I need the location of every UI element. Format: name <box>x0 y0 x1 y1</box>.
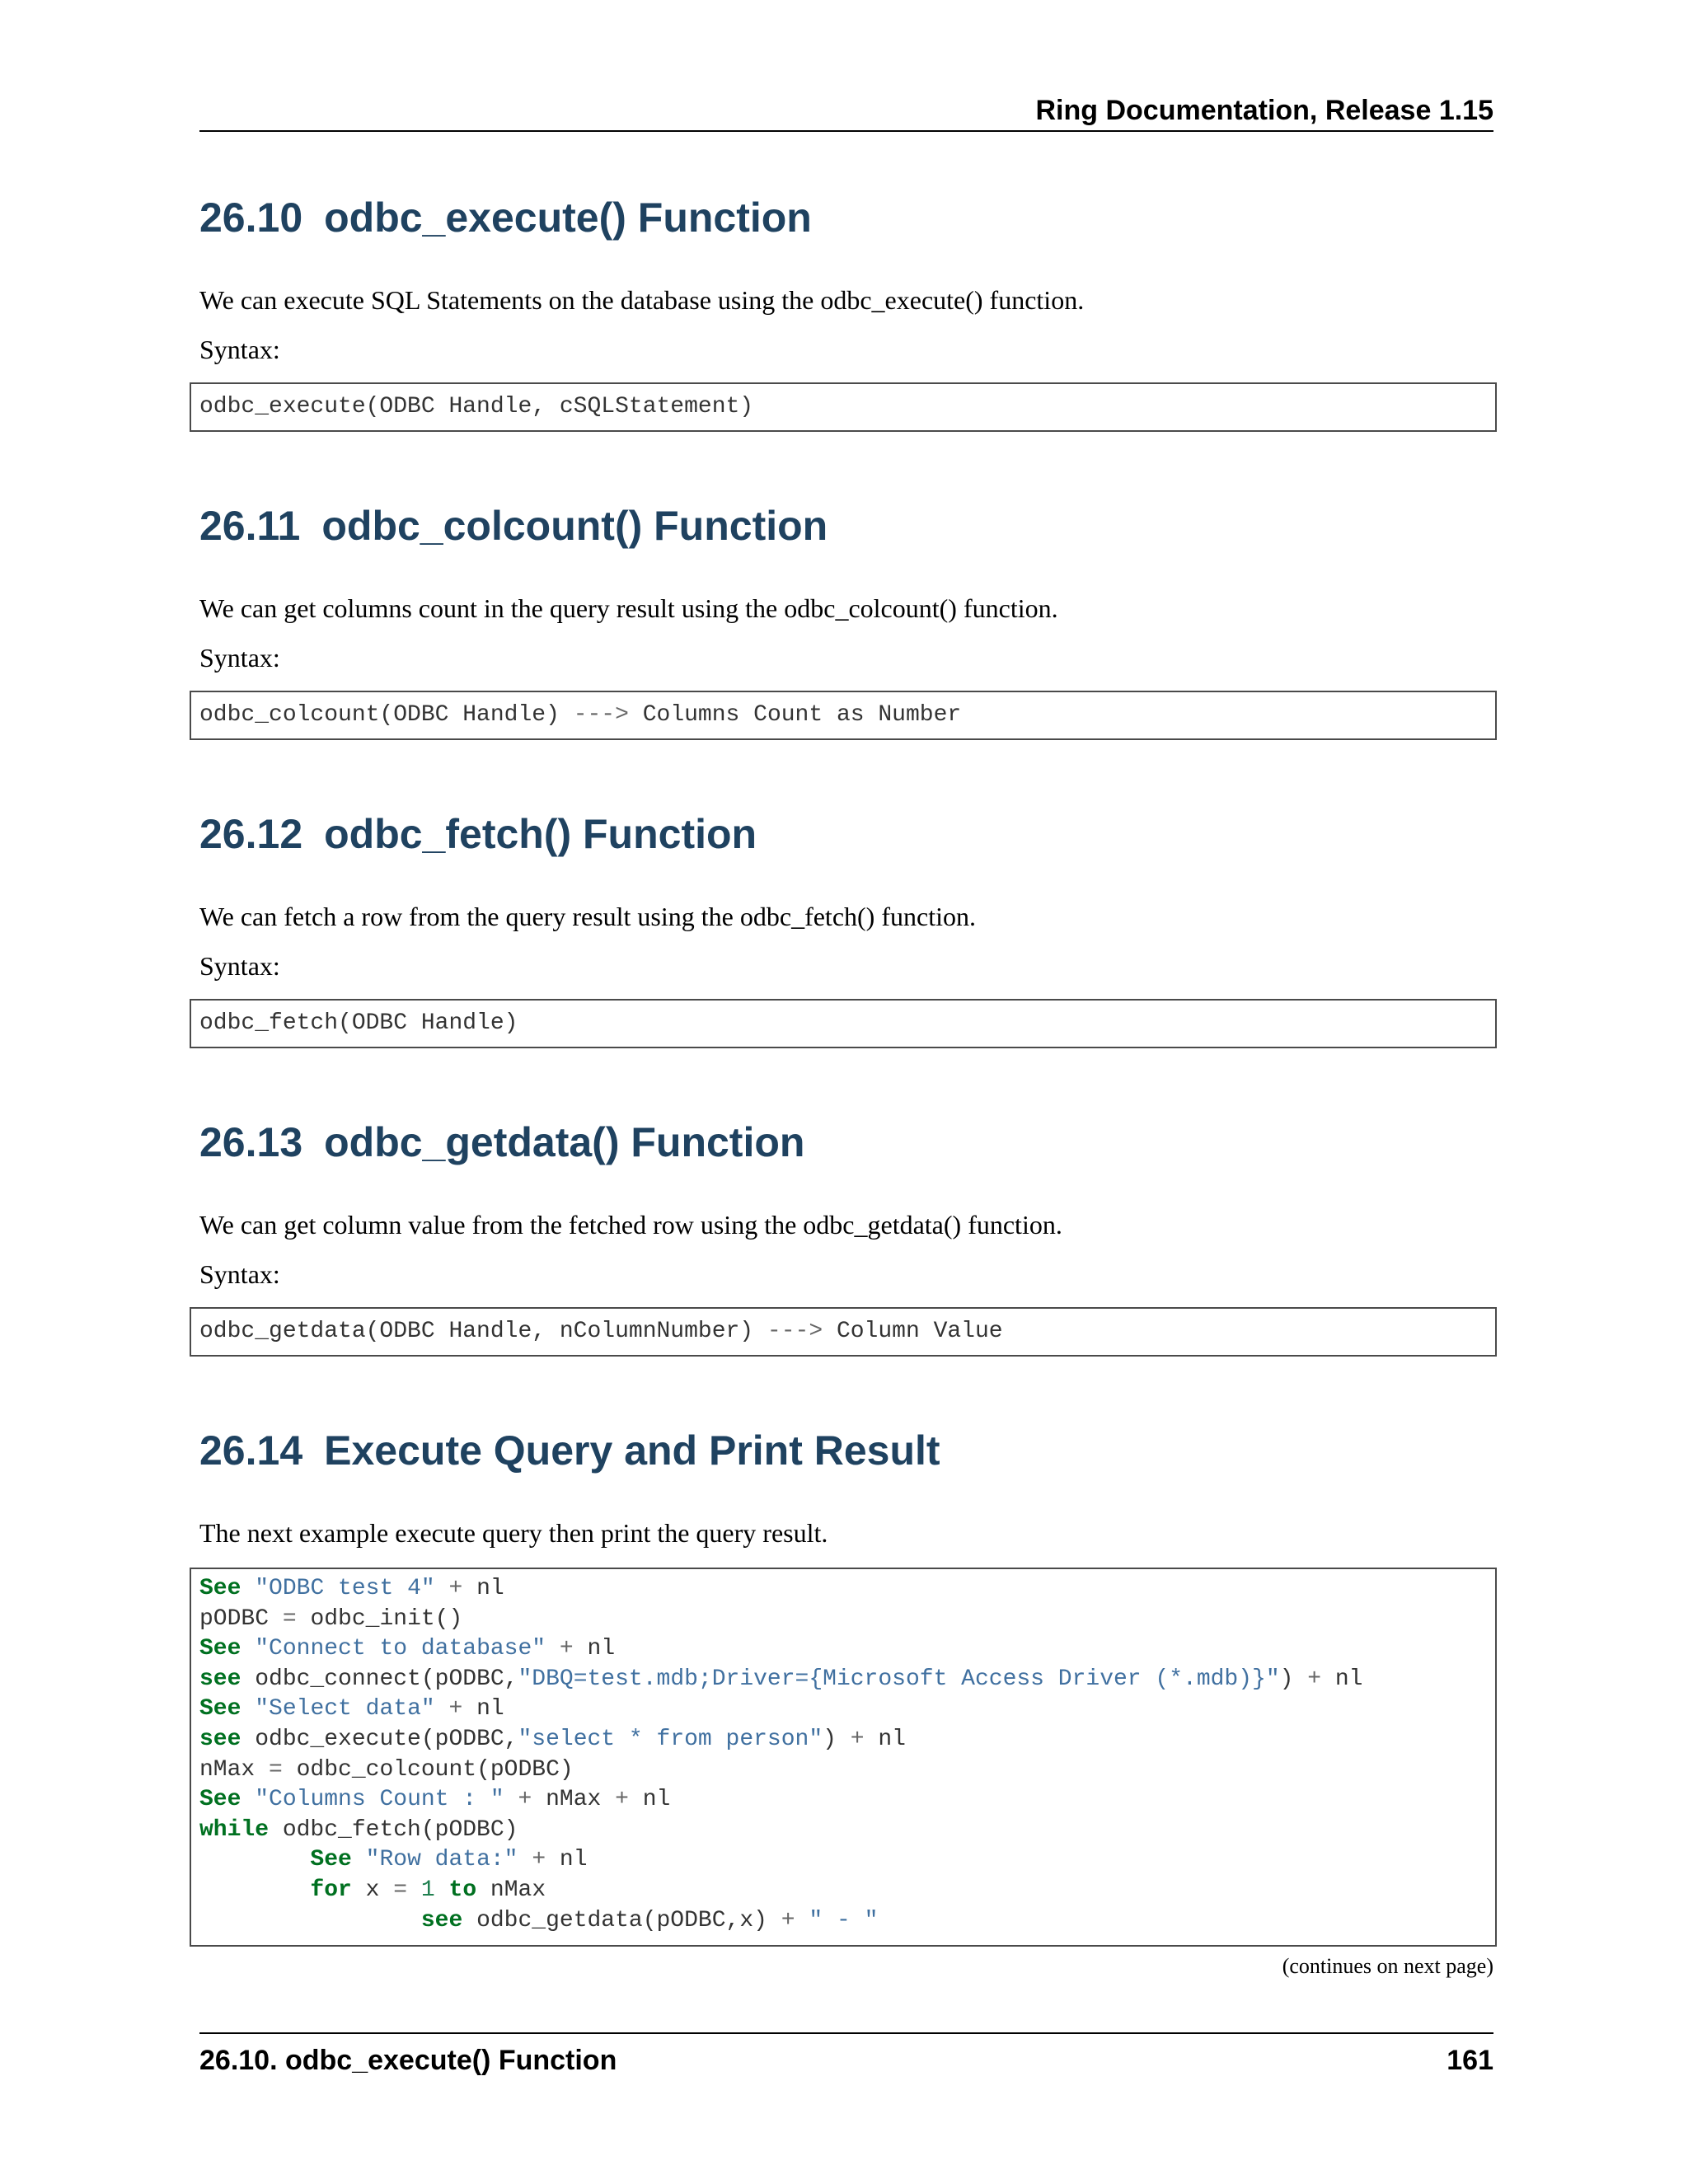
code-token: to <box>448 1877 477 1903</box>
code-token <box>241 1576 255 1601</box>
code-token: See <box>310 1847 352 1873</box>
code-token <box>241 1696 255 1722</box>
code-token <box>518 1847 532 1872</box>
code-token: nl <box>546 1847 588 1873</box>
code-arrow: ---> <box>767 1319 823 1344</box>
code-token: see <box>199 1666 241 1692</box>
syntax-code-block <box>190 382 1497 432</box>
code-token <box>435 1576 449 1601</box>
code-token: "Columns Count : " <box>255 1787 504 1813</box>
code-line <box>199 1694 1487 1725</box>
code-token: "Row data:" <box>365 1847 518 1873</box>
code-function: odbc_fetch(ODBC Handle) <box>199 1010 518 1036</box>
code-token: + <box>615 1787 629 1813</box>
code-token: nl <box>864 1726 906 1752</box>
code-token <box>407 1877 421 1903</box>
code-result: Columns Count as Number <box>642 702 962 728</box>
footer-section: 26.10. odbc_execute() Function <box>199 2045 617 2076</box>
section-title: Execute Query and Print Result <box>324 1427 940 1474</box>
code-result: Column Value <box>836 1319 1003 1344</box>
code-token: See <box>199 1787 241 1813</box>
section-number: 26.10 <box>199 194 303 241</box>
section-intro: We can execute SQL Statements on the database using the odbc_execute() function. <box>199 285 1085 315</box>
code-token: + <box>1307 1666 1322 1692</box>
section-intro: We can get column value from the fetched row using the odbc_getdata() function. <box>199 1210 1062 1240</box>
code-line <box>199 1725 1487 1755</box>
section-heading-26-11 <box>199 499 828 552</box>
code-token: + <box>532 1847 546 1873</box>
code-line <box>199 1816 1487 1846</box>
code-token: nl <box>462 1696 504 1722</box>
code-token: odbc_init() <box>296 1605 463 1632</box>
section-number: 26.12 <box>199 811 303 857</box>
section-title: odbc_fetch() Function <box>324 811 757 857</box>
section-intro: We can get columns count in the query result using the odbc_colcount() function. <box>199 593 1058 623</box>
code-token: + <box>518 1787 532 1813</box>
section-heading-26-12 <box>199 808 757 860</box>
code-token: x <box>351 1877 394 1903</box>
code-token: See <box>199 1636 241 1662</box>
continues-note: (continues on next page) <box>1282 1954 1493 1978</box>
code-token: "Connect to database" <box>255 1636 546 1662</box>
code-token: see <box>420 1907 463 1933</box>
code-token: "ODBC test 4" <box>255 1576 435 1601</box>
example-code-block <box>190 1568 1497 1947</box>
code-function: odbc_execute(ODBC Handle, cSQLStatement) <box>199 394 754 419</box>
syntax-label: Syntax: <box>199 1259 280 1289</box>
section-heading-26-10 <box>199 191 812 244</box>
code-token: = <box>393 1877 408 1903</box>
code-token: + <box>781 1907 795 1933</box>
code-function: odbc_colcount(ODBC Handle) <box>199 702 560 728</box>
code-token <box>435 1877 449 1903</box>
section-intro: We can fetch a row from the query result using the odbc_fetch() function. <box>199 902 976 931</box>
code-token: odbc_getdata(pODBC,x) <box>462 1907 781 1933</box>
code-token: odbc_connect(pODBC, <box>241 1666 518 1692</box>
section-number: 26.11 <box>199 503 301 549</box>
code-token: + <box>448 1696 463 1722</box>
section-intro: The next example execute query then print the query result. <box>199 1518 828 1548</box>
code-token: ) <box>823 1726 851 1752</box>
section-heading-26-13 <box>199 1116 804 1169</box>
footer-rule <box>199 2032 1493 2034</box>
code-line <box>199 1906 1487 1937</box>
syntax-code-block <box>190 999 1497 1048</box>
code-token <box>352 1847 366 1872</box>
code-token: ) <box>1279 1666 1308 1692</box>
section-number: 26.13 <box>199 1119 303 1165</box>
code-token: "Select data" <box>255 1696 435 1722</box>
code-token: " - " <box>809 1907 879 1933</box>
code-token: nl <box>1321 1666 1363 1692</box>
syntax-label: Syntax: <box>199 643 280 673</box>
code-token <box>546 1636 560 1661</box>
code-token <box>241 1636 255 1661</box>
code-line <box>199 1665 1487 1695</box>
code-token <box>199 1908 421 1933</box>
code-token: + <box>850 1726 865 1752</box>
code-token: See <box>199 1696 241 1722</box>
code-token: = <box>269 1756 283 1783</box>
code-token <box>795 1908 809 1933</box>
code-token: nMax <box>532 1787 616 1813</box>
code-token <box>199 1877 310 1903</box>
code-line <box>199 1634 1487 1665</box>
code-token: odbc_execute(pODBC, <box>241 1726 518 1752</box>
code-token: + <box>448 1576 463 1601</box>
code-token: See <box>199 1576 241 1601</box>
syntax-label: Syntax: <box>199 335 280 364</box>
code-token: pODBC <box>199 1605 283 1632</box>
code-token: nl <box>573 1636 616 1662</box>
section-title: odbc_getdata() Function <box>324 1119 805 1165</box>
code-token: while <box>199 1816 270 1843</box>
code-function: odbc_getdata(ODBC Handle, nColumnNumber) <box>199 1319 754 1344</box>
code-token: 1 <box>420 1877 435 1903</box>
running-header: Ring Documentation, Release 1.15 <box>1035 95 1493 126</box>
code-token <box>504 1787 518 1812</box>
code-token: "select * from person" <box>518 1726 823 1752</box>
section-title: odbc_colcount() Function <box>321 503 828 549</box>
code-token: see <box>199 1726 241 1752</box>
code-line <box>199 1845 1487 1876</box>
syntax-label: Syntax: <box>199 951 280 981</box>
code-line <box>199 1785 1487 1816</box>
syntax-code-block <box>190 691 1497 740</box>
code-token: nl <box>462 1576 504 1601</box>
code-token <box>199 1847 310 1872</box>
code-token <box>241 1787 255 1812</box>
code-line <box>199 1574 1487 1605</box>
code-line <box>199 1755 1487 1786</box>
code-token: + <box>559 1636 574 1662</box>
section-heading-26-14 <box>199 1424 940 1477</box>
section-title: odbc_execute() Function <box>324 194 812 241</box>
code-token <box>435 1696 449 1722</box>
section-number: 26.14 <box>199 1427 303 1474</box>
code-token: nMax <box>476 1877 546 1903</box>
code-token: nl <box>628 1787 671 1813</box>
code-token: for <box>310 1877 352 1903</box>
code-token: = <box>282 1605 297 1632</box>
code-token: "DBQ=test.mdb;Driver={Microsoft Access Driver (*.mdb)}" <box>518 1666 1280 1692</box>
page-number: 161 <box>1447 2045 1493 2076</box>
code-line <box>199 1605 1487 1635</box>
code-line <box>199 1876 1487 1906</box>
code-arrow: ---> <box>573 702 629 728</box>
syntax-code-block <box>190 1307 1497 1357</box>
code-token: nMax <box>199 1756 270 1783</box>
code-token: odbc_fetch(pODBC) <box>269 1816 518 1843</box>
header-rule <box>199 130 1493 132</box>
code-token: odbc_colcount(pODBC) <box>282 1756 574 1783</box>
